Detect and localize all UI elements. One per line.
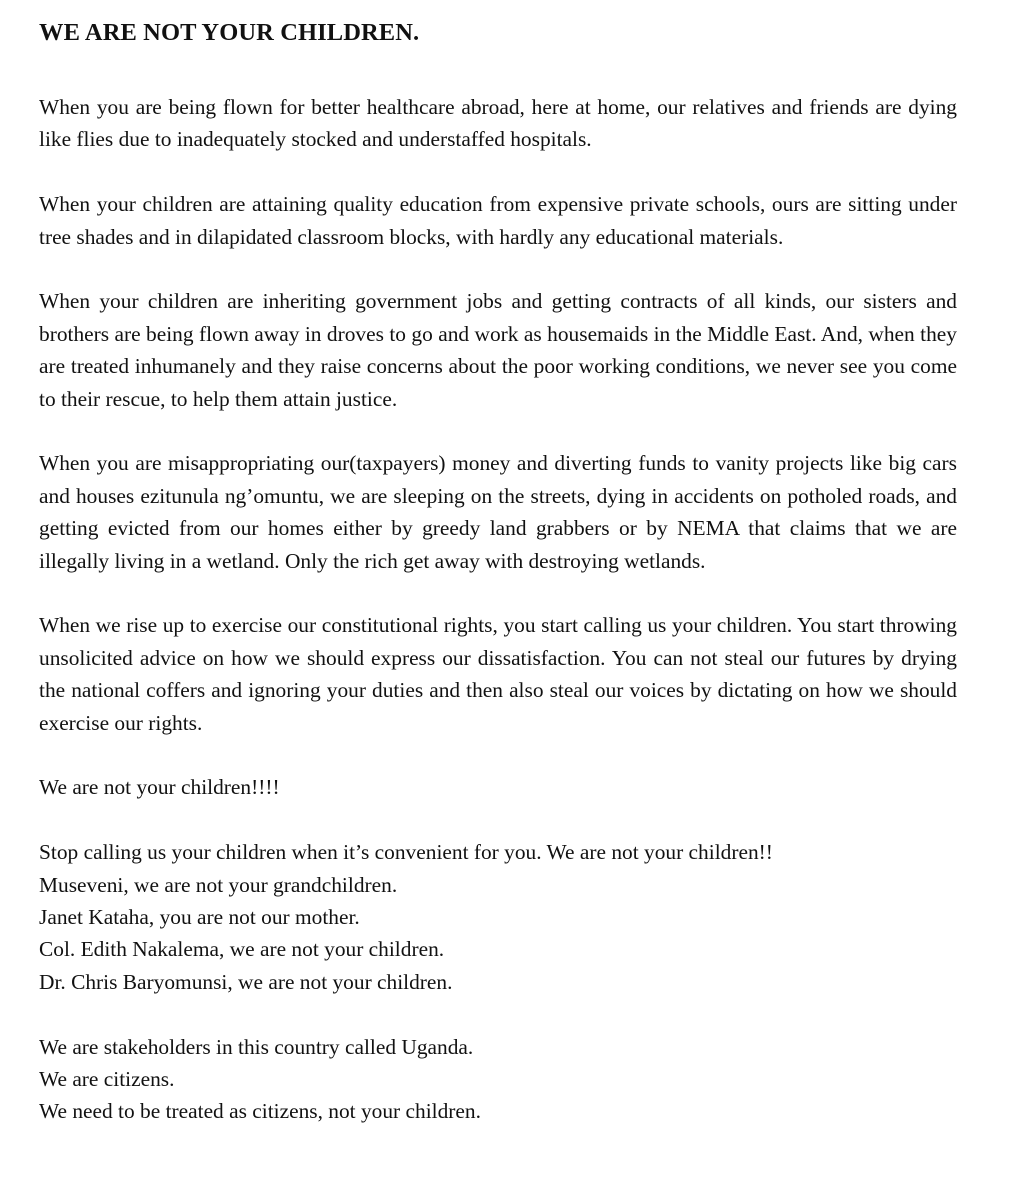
paragraph-funds: When you are misappropriating our(taxpayers) money and diverting funds to vanity projects like big cars and houses ezitunula ng’omuntu, we are sleeping on the streets, dying in accidents on potholed roads, and getting evicted from our homes either by greedy land grabbers or by NEMA that claims that we are illegally living in a wetland. Only the rich get away with destroying wetlands. — [39, 451, 957, 573]
closing-line: We need to be treated as citizens, not your children. — [39, 1099, 481, 1124]
closing-line: We are stakeholders in this country called Uganda. — [39, 1034, 474, 1059]
paragraph-education: When your children are attaining quality education from expensive private schools, ours are sitting under tree shades and in dilapidated classroom blocks, with hardly any educational materials. — [39, 192, 957, 249]
address-line: Col. Edith Nakalema, we are not your children. — [39, 937, 445, 962]
paragraph-healthcare: When you are being flown for better healthcare abroad, here at home, our relatives and friends are dying like flies due to inadequately stocked and understaffed hospitals. — [39, 95, 957, 152]
paragraph-jobs: When your children are inheriting government jobs and getting contracts of all kinds, our sisters and brothers are being flown away in droves to go and work as housemaids in the Middle East. And, when they are treated inhumanely and they raise concerns about the poor working conditions, we never see you come to their rescue, to help them attain justice. — [39, 289, 957, 411]
document-page — [39, 18, 957, 1128]
address-line: Museveni, we are not your grandchildren. — [39, 872, 398, 897]
address-block — [39, 836, 957, 998]
closing-block — [39, 1031, 957, 1128]
paragraph-rights: When we rise up to exercise our constitutional rights, you start calling us your children. You start throwing unsolicited advice on how we should express our dissatisfaction. You can not steal our futures by drying the national coffers and ignoring your duties and then also steal our voices by dictating on how we should exercise our rights. — [39, 613, 957, 735]
closing-line: We are citizens. — [39, 1067, 175, 1092]
paragraph-declaration: We are not your children!!!! — [39, 775, 280, 800]
address-line: Stop calling us your children when it’s convenient for you. We are not your children!! — [39, 840, 773, 865]
document-title: WE ARE NOT YOUR CHILDREN. — [39, 19, 420, 46]
address-line: Janet Kataha, you are not our mother. — [39, 905, 360, 930]
address-line: Dr. Chris Baryomunsi, we are not your children. — [39, 969, 453, 994]
